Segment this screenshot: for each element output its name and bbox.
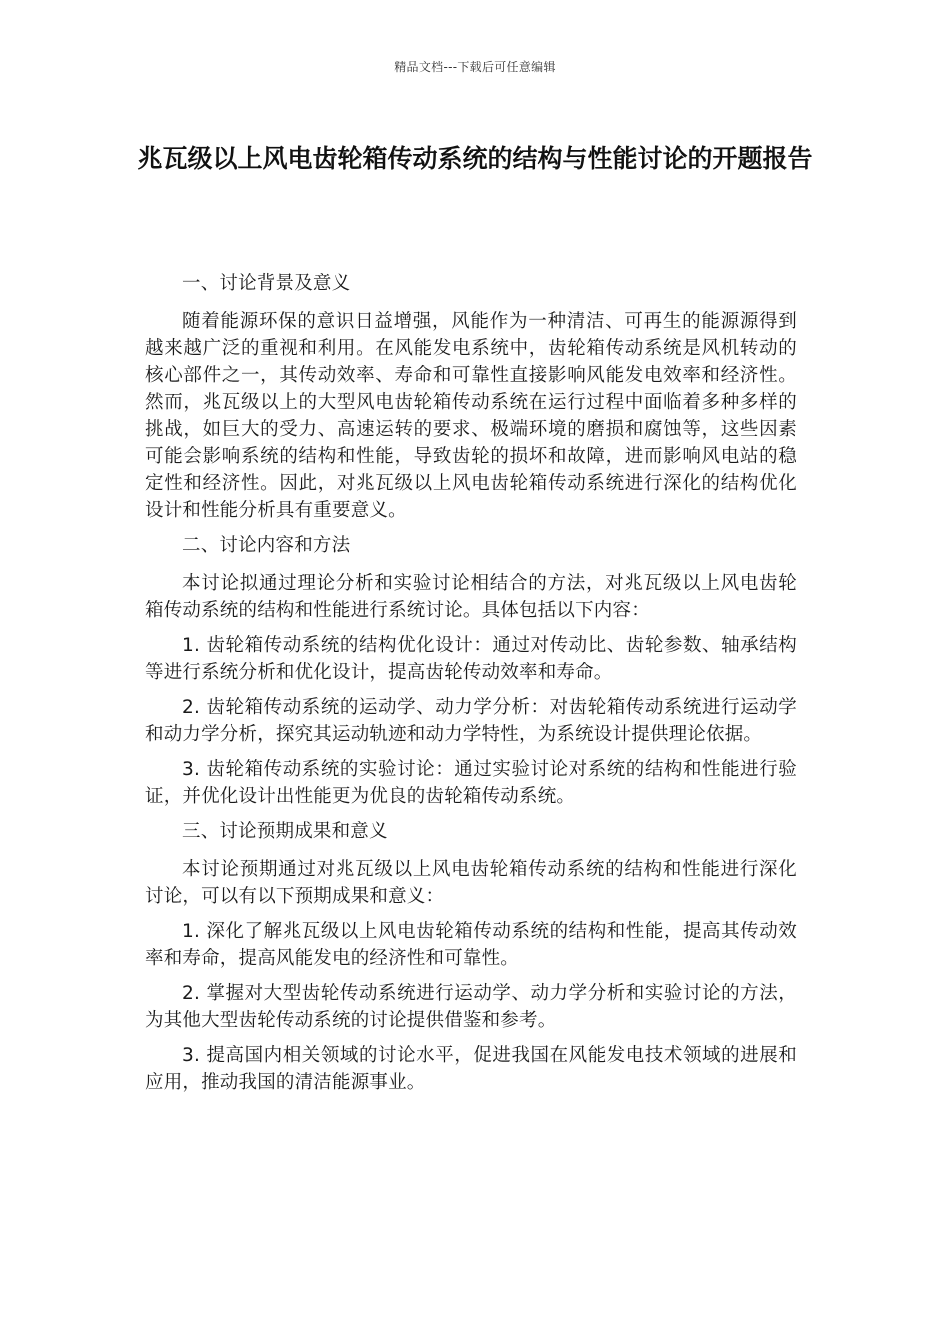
- list-item-structure-design: 1. 齿轮箱传动系统的结构优化设计：通过对传动比、齿轮参数、轴承结构等进行系统分析和优化设计，提高齿轮传动效率和寿命。: [145, 635, 797, 683]
- header-note: 精品文档---下载后可任意编辑: [394, 60, 556, 74]
- document-body: [145, 270, 797, 1104]
- paragraph-background: 随着能源环保的意识日益增强，风能作为一种清洁、可再生的能源源得到越来越广泛的重视和利用。在风能发电系统中，齿轮箱传动系统是风机转动的核心部件之一，其传动效率、寿命和可靠性直接影响风能发电效率和经济性。然而，兆瓦级以上的大型风电齿轮箱传动系统在运行过程中面临着多种多样的挑战，如巨大的受力、高速运转的要求、极端环境的磨损和腐蚀等，这些因素可能会影响系统的结构和性能，导致齿轮的损坏和故障，进而影响风电站的稳定性和经济性。因此，对兆瓦级以上风电齿轮箱传动系统进行深化的结构优化设计和性能分析具有重要意义。: [145, 311, 797, 521]
- section-heading-content-methods: 二、讨论内容和方法: [182, 535, 351, 556]
- list-item-experiment: 3. 齿轮箱传动系统的实验讨论：通过实验讨论对系统的结构和性能进行验证，并优化设计出性能更为优良的齿轮箱传动系统。: [145, 759, 797, 807]
- list-item-result-3: 3. 提高国内相关领域的讨论水平，促进我国在风能发电技术领域的进展和应用，推动我国的清洁能源事业。: [145, 1045, 797, 1093]
- list-item-dynamics-analysis: 2. 齿轮箱传动系统的运动学、动力学分析：对齿轮箱传动系统进行运动学和动力学分析，探究其运动轨迹和动力学特性，为系统设计提供理论依据。: [145, 697, 797, 745]
- section-heading-expected-results: 三、讨论预期成果和意义: [182, 821, 388, 842]
- document-title: 兆瓦级以上风电齿轮箱传动系统的结构与性能讨论的开题报告: [137, 144, 813, 173]
- section-heading-background: 一、讨论背景及意义: [182, 273, 351, 294]
- paragraph-results-intro: 本讨论预期通过对兆瓦级以上风电齿轮箱传动系统的结构和性能进行深化讨论，可以有以下预期成果和意义：: [145, 859, 797, 907]
- list-item-result-1: 1. 深化了解兆瓦级以上风电齿轮箱传动系统的结构和性能，提高其传动效率和寿命，提高风能发电的经济性和可靠性。: [145, 921, 797, 969]
- list-item-result-2: 2. 掌握对大型齿轮传动系统进行运动学、动力学分析和实验讨论的方法，为其他大型齿轮传动系统的讨论提供借鉴和参考。: [145, 983, 797, 1031]
- paragraph-content-intro: 本讨论拟通过理论分析和实验讨论相结合的方法，对兆瓦级以上风电齿轮箱传动系统的结构和性能进行系统讨论。具体包括以下内容：: [145, 573, 797, 621]
